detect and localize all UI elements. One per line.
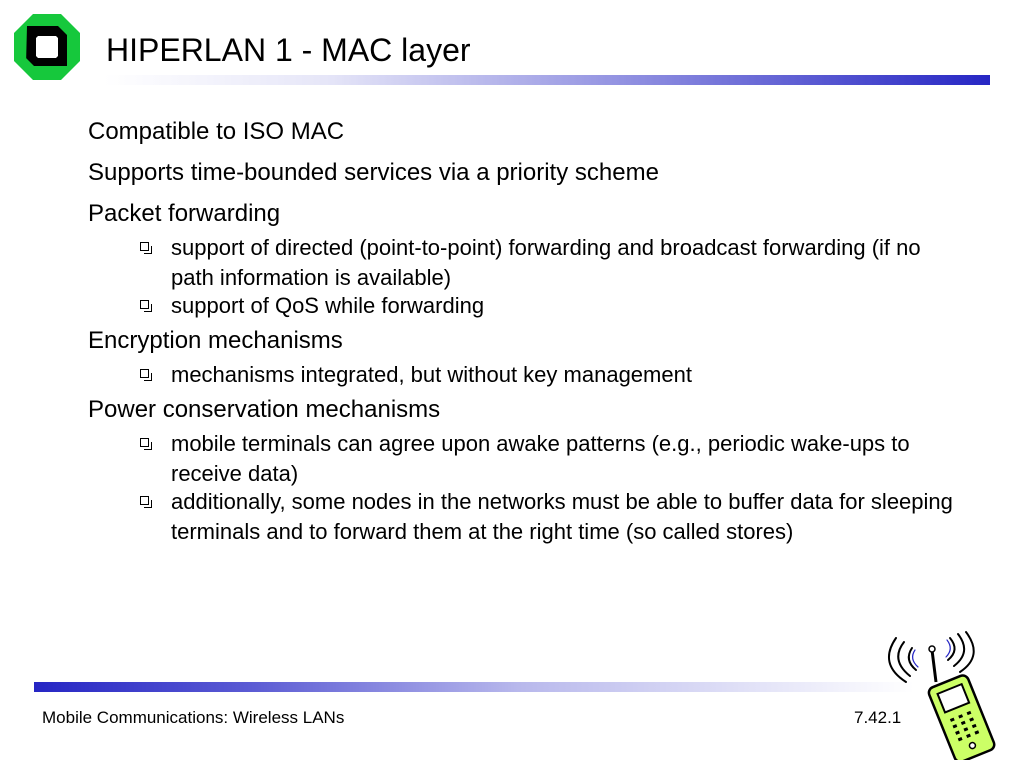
- footer-course-title: Mobile Communications: Wireless LANs: [42, 708, 345, 727]
- bullet-packet-forwarding: Packet forwarding: [88, 200, 281, 227]
- checkbox-bullet-icon: [140, 300, 149, 309]
- footer-rule: [34, 682, 914, 692]
- slide-number: 7.42.1: [854, 708, 902, 727]
- university-logo-icon: [14, 14, 80, 80]
- subbullet-text: mobile terminals can agree upon awake patterns (e.g., periodic wake-ups to receive data): [171, 431, 910, 486]
- checkbox-bullet-icon: [140, 369, 149, 378]
- bullet-compatible-iso-mac: Compatible to ISO MAC: [88, 118, 345, 145]
- subbullet-directed-forwarding: [88, 233, 958, 293]
- checkbox-bullet-icon: [140, 438, 149, 447]
- bullet-encryption-mechanisms: Encryption mechanisms: [88, 327, 343, 354]
- subbullet-text: support of QoS while forwarding: [171, 293, 485, 318]
- slide-title: HIPERLAN 1 - MAC layer: [106, 32, 471, 68]
- subbullet-text: additionally, some nodes in the networks must be able to buffer data for sleeping terminals and to forward them at the right time (so called stores): [171, 489, 953, 544]
- mobile-phone-signal-icon: [884, 630, 1010, 760]
- subbullet-qos-forwarding: [88, 291, 958, 321]
- subbullet-awake-patterns: [88, 429, 958, 489]
- checkbox-bullet-icon: [140, 496, 149, 505]
- subbullet-text: support of directed (point-to-point) forwarding and broadcast forwarding (if no path information is available): [171, 235, 921, 290]
- subbullet-stores: [88, 487, 958, 547]
- subbullet-text: mechanisms integrated, but without key management: [171, 362, 692, 387]
- bullet-power-conservation: Power conservation mechanisms: [88, 396, 441, 423]
- title-underline: [104, 75, 990, 85]
- bullet-time-bounded-services: Supports time-bounded services via a priority scheme: [88, 159, 659, 186]
- subbullet-mechanisms-integrated: [88, 360, 958, 390]
- checkbox-bullet-icon: [140, 242, 149, 251]
- bullet-list: [88, 118, 958, 553]
